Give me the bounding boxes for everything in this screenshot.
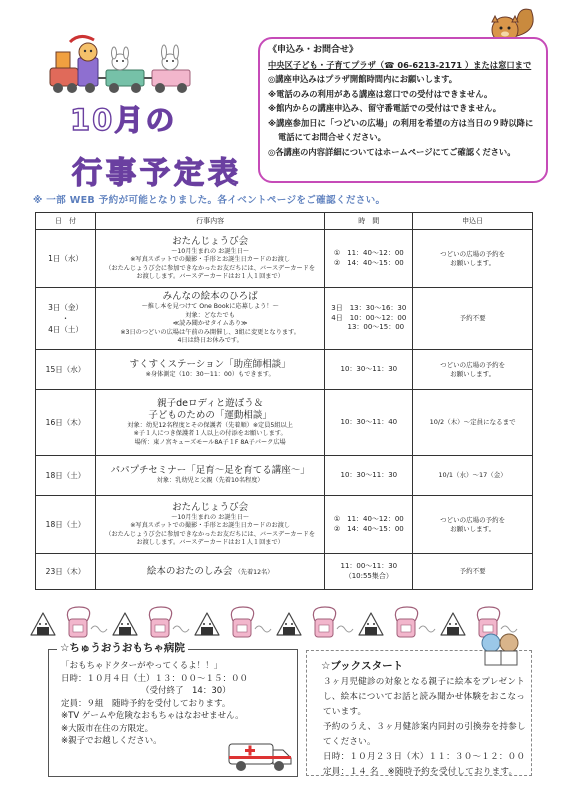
row-event	[95, 230, 324, 288]
page-title-line1: 10月の	[70, 103, 177, 137]
toy-hospital-line: 「おもちゃドクターがやってくるよ！！」	[61, 661, 223, 671]
contact-note: ◎各講座の内容詳細についてはホームページにてご確認ください。	[268, 146, 516, 157]
apply-line: つどいの広場の予約を	[440, 360, 506, 369]
bookstart-line: 日時：１０月２３日（木）１１：３０～１２：００	[323, 752, 526, 762]
event-detail: 対象：幼児12名程度とその保護者（先着順）※定員5組以上	[127, 421, 293, 429]
toy-hospital-line: ※親子でお越しください。	[61, 736, 162, 746]
event-detail: お渡しします。バースデーカードはお１人１回まで）	[136, 539, 284, 546]
row-apply	[413, 350, 533, 390]
row-apply: 10/2（木）～定員になるまで	[413, 390, 533, 456]
table-row	[36, 288, 533, 350]
apply-line: お願いします。	[450, 524, 496, 533]
event-detail: 場所：東ノ宮キューズモール8A子１F 8A子パーク広場	[134, 438, 286, 446]
page-title-line2: 行事予定表	[72, 156, 242, 191]
toy-hospital-line: 日時：１０月４日（土）１３：００～１５：００	[61, 673, 249, 684]
event-title: おたんじょうび会	[172, 235, 249, 247]
contact-heading: 《申込み・お問合せ》	[268, 45, 359, 55]
row-event	[95, 390, 324, 456]
column-header-time: 時 間	[325, 213, 413, 230]
row-date: 15日（水）	[36, 350, 96, 390]
contact-note: ※講座参加日に「つどいの広場」の利用を希望の方は当日の９時以降に	[268, 117, 534, 128]
bears-reading-icon	[477, 629, 525, 669]
web-reservation-notice: ※ 一部 WEB 予約が可能となりました。各イベントページをご確認ください。	[33, 195, 386, 206]
row-apply: 10/1（水）～17（金）	[413, 456, 533, 496]
time-line: 13：00～15：00	[347, 323, 405, 332]
row-time	[325, 496, 413, 554]
event-title: すくすくステーション「助産師相談」	[129, 359, 291, 371]
date-line: 3日（金）	[48, 303, 83, 312]
row-event	[95, 288, 324, 350]
table-header-row	[36, 213, 533, 230]
row-apply: 予約不要	[413, 288, 533, 350]
row-date	[36, 288, 96, 350]
event-detail: ～10月生まれの お誕生日～	[171, 513, 250, 521]
table-row	[36, 230, 533, 288]
table-row	[36, 390, 533, 456]
event-detail: 対象：どなたでも	[185, 311, 235, 319]
bookstart-line: ３ヶ月児健診の対象となる親子に絵本をプレゼントし、絵本についてお話と読み聞かせ体験をおこなっています。	[323, 677, 526, 717]
event-detail: ～推し本を見つけて One Bookに応募しよう！～	[141, 303, 279, 311]
bookstart-details	[323, 675, 528, 780]
time-line: （10:55集合）	[344, 571, 393, 580]
column-header-event: 行事内容	[95, 213, 324, 230]
contact-note: ※館内からの講座申込み、留守番電話での受付はできません。	[268, 103, 502, 113]
row-time	[325, 554, 413, 590]
event-detail: お渡しします。バースデーカードはお１人１回まで）	[136, 273, 284, 280]
apply-line: つどいの広場の予約を	[440, 249, 506, 258]
time-line: 4日 10：00～12：00	[331, 313, 407, 322]
bookstart-line: 予約のうえ、３ヶ月健診案内同封の引換券を持参してください。	[323, 722, 526, 747]
event-title: 親子deロディと遊ぼう＆	[157, 397, 264, 409]
contact-note: ◎講座申込みはプラザ開館時間内にお願いします。	[268, 74, 458, 84]
schedule-table	[35, 212, 533, 590]
toy-hospital-line: ※TV ゲームや危険なおもちゃはなおせません。	[61, 711, 244, 721]
event-detail: 対象：乳幼児と父親（先着10名程度）	[156, 477, 264, 485]
event-detail: ※身体測定（10：30～11：00）もできます。	[145, 371, 275, 379]
time-line: ② 14：40～15：00	[333, 258, 404, 267]
row-date: 18日（土）	[36, 496, 96, 554]
toy-hospital-details	[61, 660, 248, 748]
row-date: 1日（水）	[36, 230, 96, 288]
row-apply	[413, 496, 533, 554]
event-detail: ※3日のつどいの広場は午前のみ開催し、3組に変更となります。	[120, 328, 300, 336]
event-title: 子どものための「運動相談」	[148, 409, 272, 421]
time-line: 3日 13：30～16：30	[331, 304, 407, 313]
toy-hospital-title: ☆ちゅうおうおもちゃ病院	[57, 640, 188, 655]
event-detail: ※写真スポットでの撮影・手形とお誕生日カードのお渡し	[130, 522, 291, 529]
row-event	[95, 554, 324, 590]
table-row	[36, 350, 533, 390]
toy-hospital-box	[48, 642, 298, 777]
row-event	[95, 456, 324, 496]
row-apply	[413, 230, 533, 288]
event-detail: （おたんじょうび会に参加できなかったお友だちには、バースデーカードを	[105, 530, 316, 538]
event-detail: 4日は終日お休みです。	[177, 337, 243, 345]
row-time	[325, 230, 413, 288]
table-row	[36, 456, 533, 496]
date-line: ・	[61, 314, 70, 323]
apply-line: お願いします。	[450, 369, 496, 378]
apply-line: つどいの広場の予約を	[440, 515, 506, 524]
toy-hospital-line: ※大阪市在住の方限定。	[61, 723, 154, 734]
time-line: ① 11：40～12：00	[333, 515, 404, 523]
time-line: ① 11：40～12：00	[333, 249, 404, 257]
row-date: 18日（土）	[36, 456, 96, 496]
event-detail: ※子１人につき保護者１人以上の付添をお願いします。	[133, 430, 287, 438]
row-event	[95, 496, 324, 554]
table-row	[36, 496, 533, 554]
contact-note: ※電話のみの利用がある講座は窓口での受付はできません。	[268, 88, 493, 99]
contact-note: 電話にてお問合せください。	[278, 132, 386, 142]
row-date: 16日（木）	[36, 390, 96, 456]
column-header-date: 日 付	[36, 213, 96, 230]
row-time: 10：30～11：30	[325, 456, 413, 496]
bookstart-box	[306, 650, 532, 776]
event-detail: ～10月生まれの お誕生日～	[171, 247, 250, 255]
event-detail: ≪読み聞かせタイムあり≫	[172, 320, 248, 328]
event-detail: ※写真スポットでの撮影・手形とお誕生日カードのお渡し	[130, 256, 291, 263]
toy-hospital-line: （受付終了 14：30）	[141, 686, 231, 696]
row-event	[95, 350, 324, 390]
apply-line: お願いします。	[450, 258, 496, 267]
event-detail: （おたんじょうび会に参加できなかったお友だちには、バースデーカードを	[105, 264, 316, 272]
row-time: 10：30～11：30	[325, 350, 413, 390]
row-time: 10：30～11：40	[325, 390, 413, 456]
event-title-note: （先着12名）	[234, 568, 274, 576]
column-header-apply: 申込日	[413, 213, 533, 230]
row-time	[325, 288, 413, 350]
event-title: おたんじょうび会	[172, 501, 249, 513]
time-line: ② 14：40～15：00	[333, 524, 404, 533]
event-title: 絵本のおたのしみ会	[146, 565, 233, 577]
bookstart-title: ☆ブックスタート	[321, 660, 404, 672]
train-illustration	[40, 30, 240, 100]
event-title: パパプチセミナー「足育～足を育てる講座～」	[110, 465, 310, 477]
ambulance-icon	[227, 736, 293, 774]
contact-line: 中央区子ども・子育てプラザ（☎ 06-6213-2171 ）または窓口まで	[268, 59, 532, 70]
row-date: 23日（木）	[36, 554, 96, 590]
event-title: みんなの絵本のひろば	[162, 291, 258, 303]
bookstart-line: 定員：１４ 名 ※随時予約を受付しております。	[323, 767, 518, 777]
time-line: 11：00～11：30	[340, 562, 398, 570]
date-line: 4日（土）	[48, 325, 83, 334]
row-apply: 予約不要	[413, 554, 533, 590]
toy-hospital-line: 定員：９組 随時予約を受付しております。	[61, 698, 231, 709]
table-row	[36, 554, 533, 590]
contact-info-box	[258, 37, 548, 183]
